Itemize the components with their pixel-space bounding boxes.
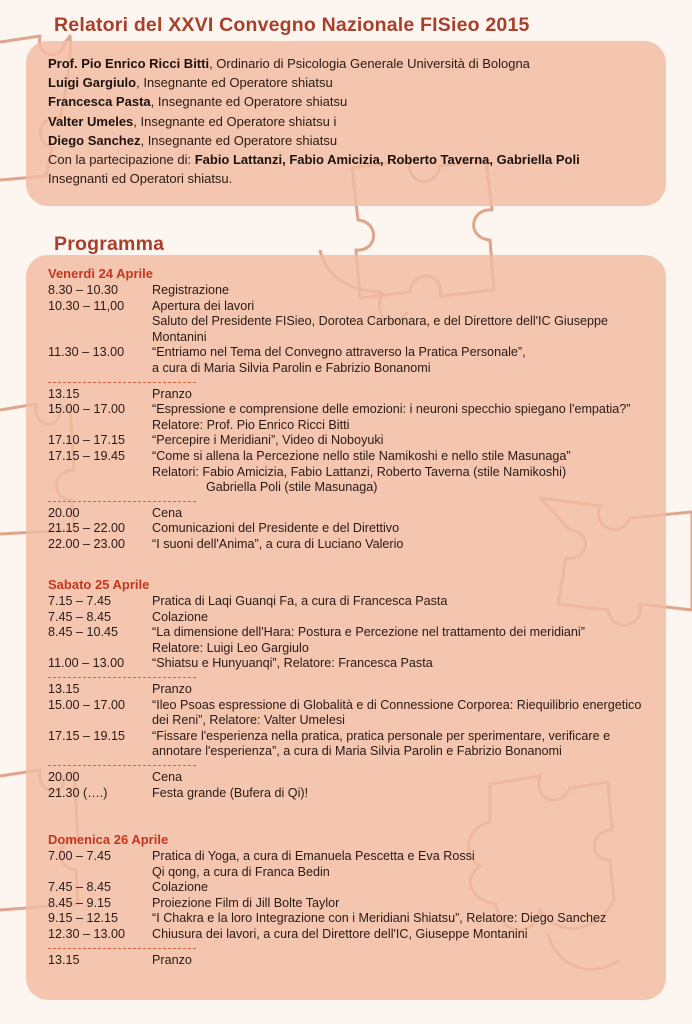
schedule-row bbox=[48, 770, 658, 786]
participation-roles: Insegnanti ed Operatori shiatsu. bbox=[48, 171, 233, 187]
schedule-description bbox=[152, 433, 658, 449]
schedule-row bbox=[48, 786, 658, 802]
participation-names: Fabio Lattanzi, Fabio Amicizia, Roberto Taverna, Gabriella Poli bbox=[194, 152, 580, 168]
schedule-row bbox=[48, 594, 658, 610]
schedule-time: 11.00 – 13.00 bbox=[48, 656, 125, 671]
participation-intro: Con la partecipazione di: bbox=[48, 152, 195, 168]
speaker-line bbox=[48, 131, 658, 150]
schedule-time: 7.45 – 8.45 bbox=[48, 609, 112, 624]
description-line: “Entriamo nel Tema del Convegno attraverso la Pratica Personale”, bbox=[152, 345, 526, 360]
schedule-description bbox=[152, 911, 658, 927]
day-label: Sabato 25 Aprile bbox=[48, 577, 150, 592]
description-line-indented: Gabriella Poli (stile Masunaga) bbox=[206, 480, 378, 495]
schedule-time: 7.00 – 7.45 bbox=[48, 849, 112, 863]
schedule-row bbox=[48, 387, 658, 403]
schedule-description bbox=[152, 849, 658, 880]
description-line: Pranzo bbox=[152, 386, 192, 401]
program-title: Programma bbox=[54, 233, 165, 255]
schedule-row bbox=[48, 506, 658, 522]
schedule-description bbox=[152, 506, 658, 522]
schedule-row bbox=[48, 283, 658, 299]
schedule-time: 8.45 – 10.45 bbox=[48, 625, 119, 640]
schedule-time: 17.15 – 19.15 bbox=[48, 728, 126, 743]
schedule-time: 17.10 – 17.15 bbox=[48, 433, 126, 448]
schedule-row bbox=[48, 625, 658, 656]
schedule-time: 13.15 bbox=[48, 681, 80, 696]
description-line: “Espressione e comprensione delle emozioni: i neuroni specchio spiegano l'empatia?” Relatore: Prof. Pio Enrico Ricci Bitti bbox=[152, 402, 631, 432]
description-line: “Shiatsu e Hunyuanqi”, Relatore: Francesca Pasta bbox=[152, 656, 433, 671]
schedule-description bbox=[152, 656, 658, 672]
schedule-time: 8.45 – 9.15 bbox=[48, 895, 112, 910]
speaker-line bbox=[48, 112, 658, 131]
speaker-role: , Insegnante ed Operatore shiatsu bbox=[136, 75, 333, 91]
schedule-description bbox=[152, 770, 658, 786]
schedule-description bbox=[152, 521, 658, 537]
dashed-divider bbox=[48, 382, 196, 383]
description-line: Comunicazioni del Presidente e del Direttivo bbox=[152, 521, 400, 536]
schedule-row bbox=[48, 849, 658, 880]
schedule-row bbox=[48, 880, 658, 896]
dashed-divider bbox=[48, 765, 196, 766]
speaker-line bbox=[48, 92, 658, 111]
schedule-description bbox=[152, 537, 658, 553]
schedule-description bbox=[152, 610, 658, 626]
schedule-row bbox=[48, 698, 658, 729]
schedule-description bbox=[152, 449, 658, 496]
description-line: “Fissare l'esperienza nella pratica, pratica personale per sperimentare, verificare e annotare l'esperienza”, a cura di Maria Silvia Parolin e Fabrizio Bonanomi bbox=[152, 728, 611, 759]
schedule-row bbox=[48, 927, 658, 943]
schedule-description bbox=[152, 927, 658, 943]
schedule-description bbox=[152, 786, 658, 802]
description-line: “Come si allena la Percezione nello stile Namikoshi e nello stile Masunaga” bbox=[152, 448, 571, 463]
description-line: a cura di Maria Silvia Parolin e Fabrizio Bonanomi bbox=[152, 360, 431, 375]
schedule-row bbox=[48, 402, 658, 433]
description-line: Relatori: Fabio Amicizia, Fabio Lattanzi, Roberto Taverna (stile Namikoshi) bbox=[152, 464, 567, 479]
schedule-time: 21.30 (….) bbox=[48, 785, 108, 800]
day-sunday bbox=[48, 831, 658, 968]
schedule-time: 13.15 bbox=[48, 952, 80, 967]
description-line: “I Chakra e la loro Integrazione con i Meridiani Shiatsu”, Relatore: Diego Sanchez bbox=[152, 911, 607, 926]
description-line: Colazione bbox=[152, 880, 209, 895]
description-line: Proiezione Film di Jill Bolte Taylor bbox=[152, 895, 340, 910]
schedule-time: 21.15 – 22.00 bbox=[48, 521, 126, 536]
schedule-description bbox=[152, 625, 658, 656]
speaker-role: , Ordinario di Psicologia Generale Università di Bologna bbox=[209, 56, 530, 71]
schedule-description bbox=[152, 953, 658, 969]
schedule-time: 7.45 – 8.45 bbox=[48, 880, 112, 895]
speaker-name: Diego Sanchez bbox=[48, 132, 141, 148]
speaker-role: , Insegnante ed Operatore shiatsu i bbox=[133, 113, 337, 129]
schedule-row bbox=[48, 911, 658, 927]
day-label: Domenica 26 Aprile bbox=[48, 832, 169, 847]
schedule-row bbox=[48, 896, 658, 912]
description-line: Pranzo bbox=[152, 952, 192, 967]
description-line: Festa grande (Bufera di Qi)! bbox=[152, 785, 309, 800]
schedule-description bbox=[152, 682, 658, 698]
schedule-row bbox=[48, 345, 658, 376]
speaker-line bbox=[48, 73, 658, 92]
schedule-row bbox=[48, 521, 658, 537]
schedule-description bbox=[152, 896, 658, 912]
day-saturday bbox=[48, 576, 658, 801]
schedule-time: 9.15 – 12.15 bbox=[48, 911, 119, 926]
schedule-time: 13.15 bbox=[48, 386, 80, 401]
schedule-time: 12.30 – 13.00 bbox=[48, 926, 126, 941]
schedule-row bbox=[48, 953, 658, 969]
speaker-role: , Insegnante ed Operatore shiatsu bbox=[150, 94, 348, 110]
schedule-description bbox=[152, 387, 658, 403]
description-line: Pratica di Yoga, a cura di Emanuela Pescetta e Eva Rossi bbox=[152, 849, 475, 863]
dashed-divider bbox=[48, 677, 196, 678]
description-line: “I suoni dell'Anima”, a cura di Luciano Valerio bbox=[152, 536, 404, 551]
schedule-time: 15.00 – 17.00 bbox=[48, 402, 126, 417]
day-friday bbox=[48, 265, 658, 553]
description-line: Relatore: Luigi Leo Gargiulo bbox=[152, 640, 309, 655]
speaker-name: Prof. Pio Enrico Ricci Bitti bbox=[48, 56, 210, 71]
description-line: Apertura dei lavori bbox=[152, 298, 255, 313]
schedule-description bbox=[152, 594, 658, 610]
schedule-description bbox=[152, 729, 658, 760]
description-line: “La dimensione dell'Hara: Postura e Percezione nel trattamento dei meridiani” bbox=[152, 625, 585, 640]
dashed-divider bbox=[48, 501, 196, 502]
schedule-time: 20.00 bbox=[48, 769, 80, 784]
description-line: Qi qong, a cura di Franca Bedin bbox=[152, 864, 330, 879]
schedule-row bbox=[48, 656, 658, 672]
description-line: Chiusura dei lavori, a cura del Direttore dell'IC, Giuseppe Montanini bbox=[152, 926, 528, 941]
schedule-row bbox=[48, 449, 658, 496]
description-line: Pratica di Laqi Guanqi Fa, a cura di Francesca Pasta bbox=[152, 594, 448, 608]
schedule-time: 15.00 – 17.00 bbox=[48, 697, 126, 712]
speaker-name: Francesca Pasta bbox=[48, 94, 151, 110]
schedule-row bbox=[48, 682, 658, 698]
schedule-time: 22.00 – 23.00 bbox=[48, 536, 126, 551]
schedule-time: 10.30 – 11,00 bbox=[48, 298, 125, 313]
schedule-row bbox=[48, 610, 658, 626]
speaker-name: Valter Umeles bbox=[48, 113, 134, 129]
day-label: Venerdì 24 Aprile bbox=[48, 266, 154, 281]
dashed-divider bbox=[48, 948, 196, 949]
speakers-list bbox=[48, 54, 658, 188]
schedule-time: 8.30 – 10.30 bbox=[48, 283, 119, 297]
description-line: Cena bbox=[152, 505, 183, 520]
schedule-time: 7.15 – 7.45 bbox=[48, 594, 112, 608]
schedule-row bbox=[48, 537, 658, 553]
schedule-description bbox=[152, 402, 658, 433]
participation-line bbox=[48, 150, 658, 169]
schedule-description bbox=[152, 345, 658, 376]
speaker-name: Luigi Gargiulo bbox=[48, 75, 137, 91]
speakers-title: Relatori del XXVI Convegno Nazionale FISieo 2015 bbox=[54, 14, 530, 36]
description-line: Pranzo bbox=[152, 681, 192, 696]
description-line: Colazione bbox=[152, 609, 209, 624]
schedule-time: 17.15 – 19.45 bbox=[48, 448, 126, 463]
speaker-line bbox=[48, 54, 658, 73]
schedule-description bbox=[152, 283, 658, 299]
schedule-description bbox=[152, 880, 658, 896]
schedule-description bbox=[152, 698, 658, 729]
description-line: “Percepire i Meridiani”, Video di Noboyuki bbox=[152, 433, 384, 448]
speaker-role: , Insegnante ed Operatore shiatsu bbox=[140, 132, 338, 148]
schedule-time: 11.30 – 13.00 bbox=[48, 345, 125, 360]
schedule-row bbox=[48, 299, 658, 346]
schedule-time: 20.00 bbox=[48, 505, 80, 520]
schedule-row bbox=[48, 433, 658, 449]
description-line: Registrazione bbox=[152, 283, 230, 297]
description-line: Saluto del Presidente FISieo, Dorotea Carbonara, e del Direttore dell'IC Giuseppe Montanini bbox=[152, 314, 609, 344]
schedule-description bbox=[152, 299, 658, 346]
description-line: “Ileo Psoas espressione di Globalità e di Connessione Corporea: Riequilibrio energetico dei Reni”, Relatore: Valter Umelesi bbox=[152, 697, 642, 728]
schedule-row bbox=[48, 729, 658, 760]
description-line: Cena bbox=[152, 769, 183, 784]
